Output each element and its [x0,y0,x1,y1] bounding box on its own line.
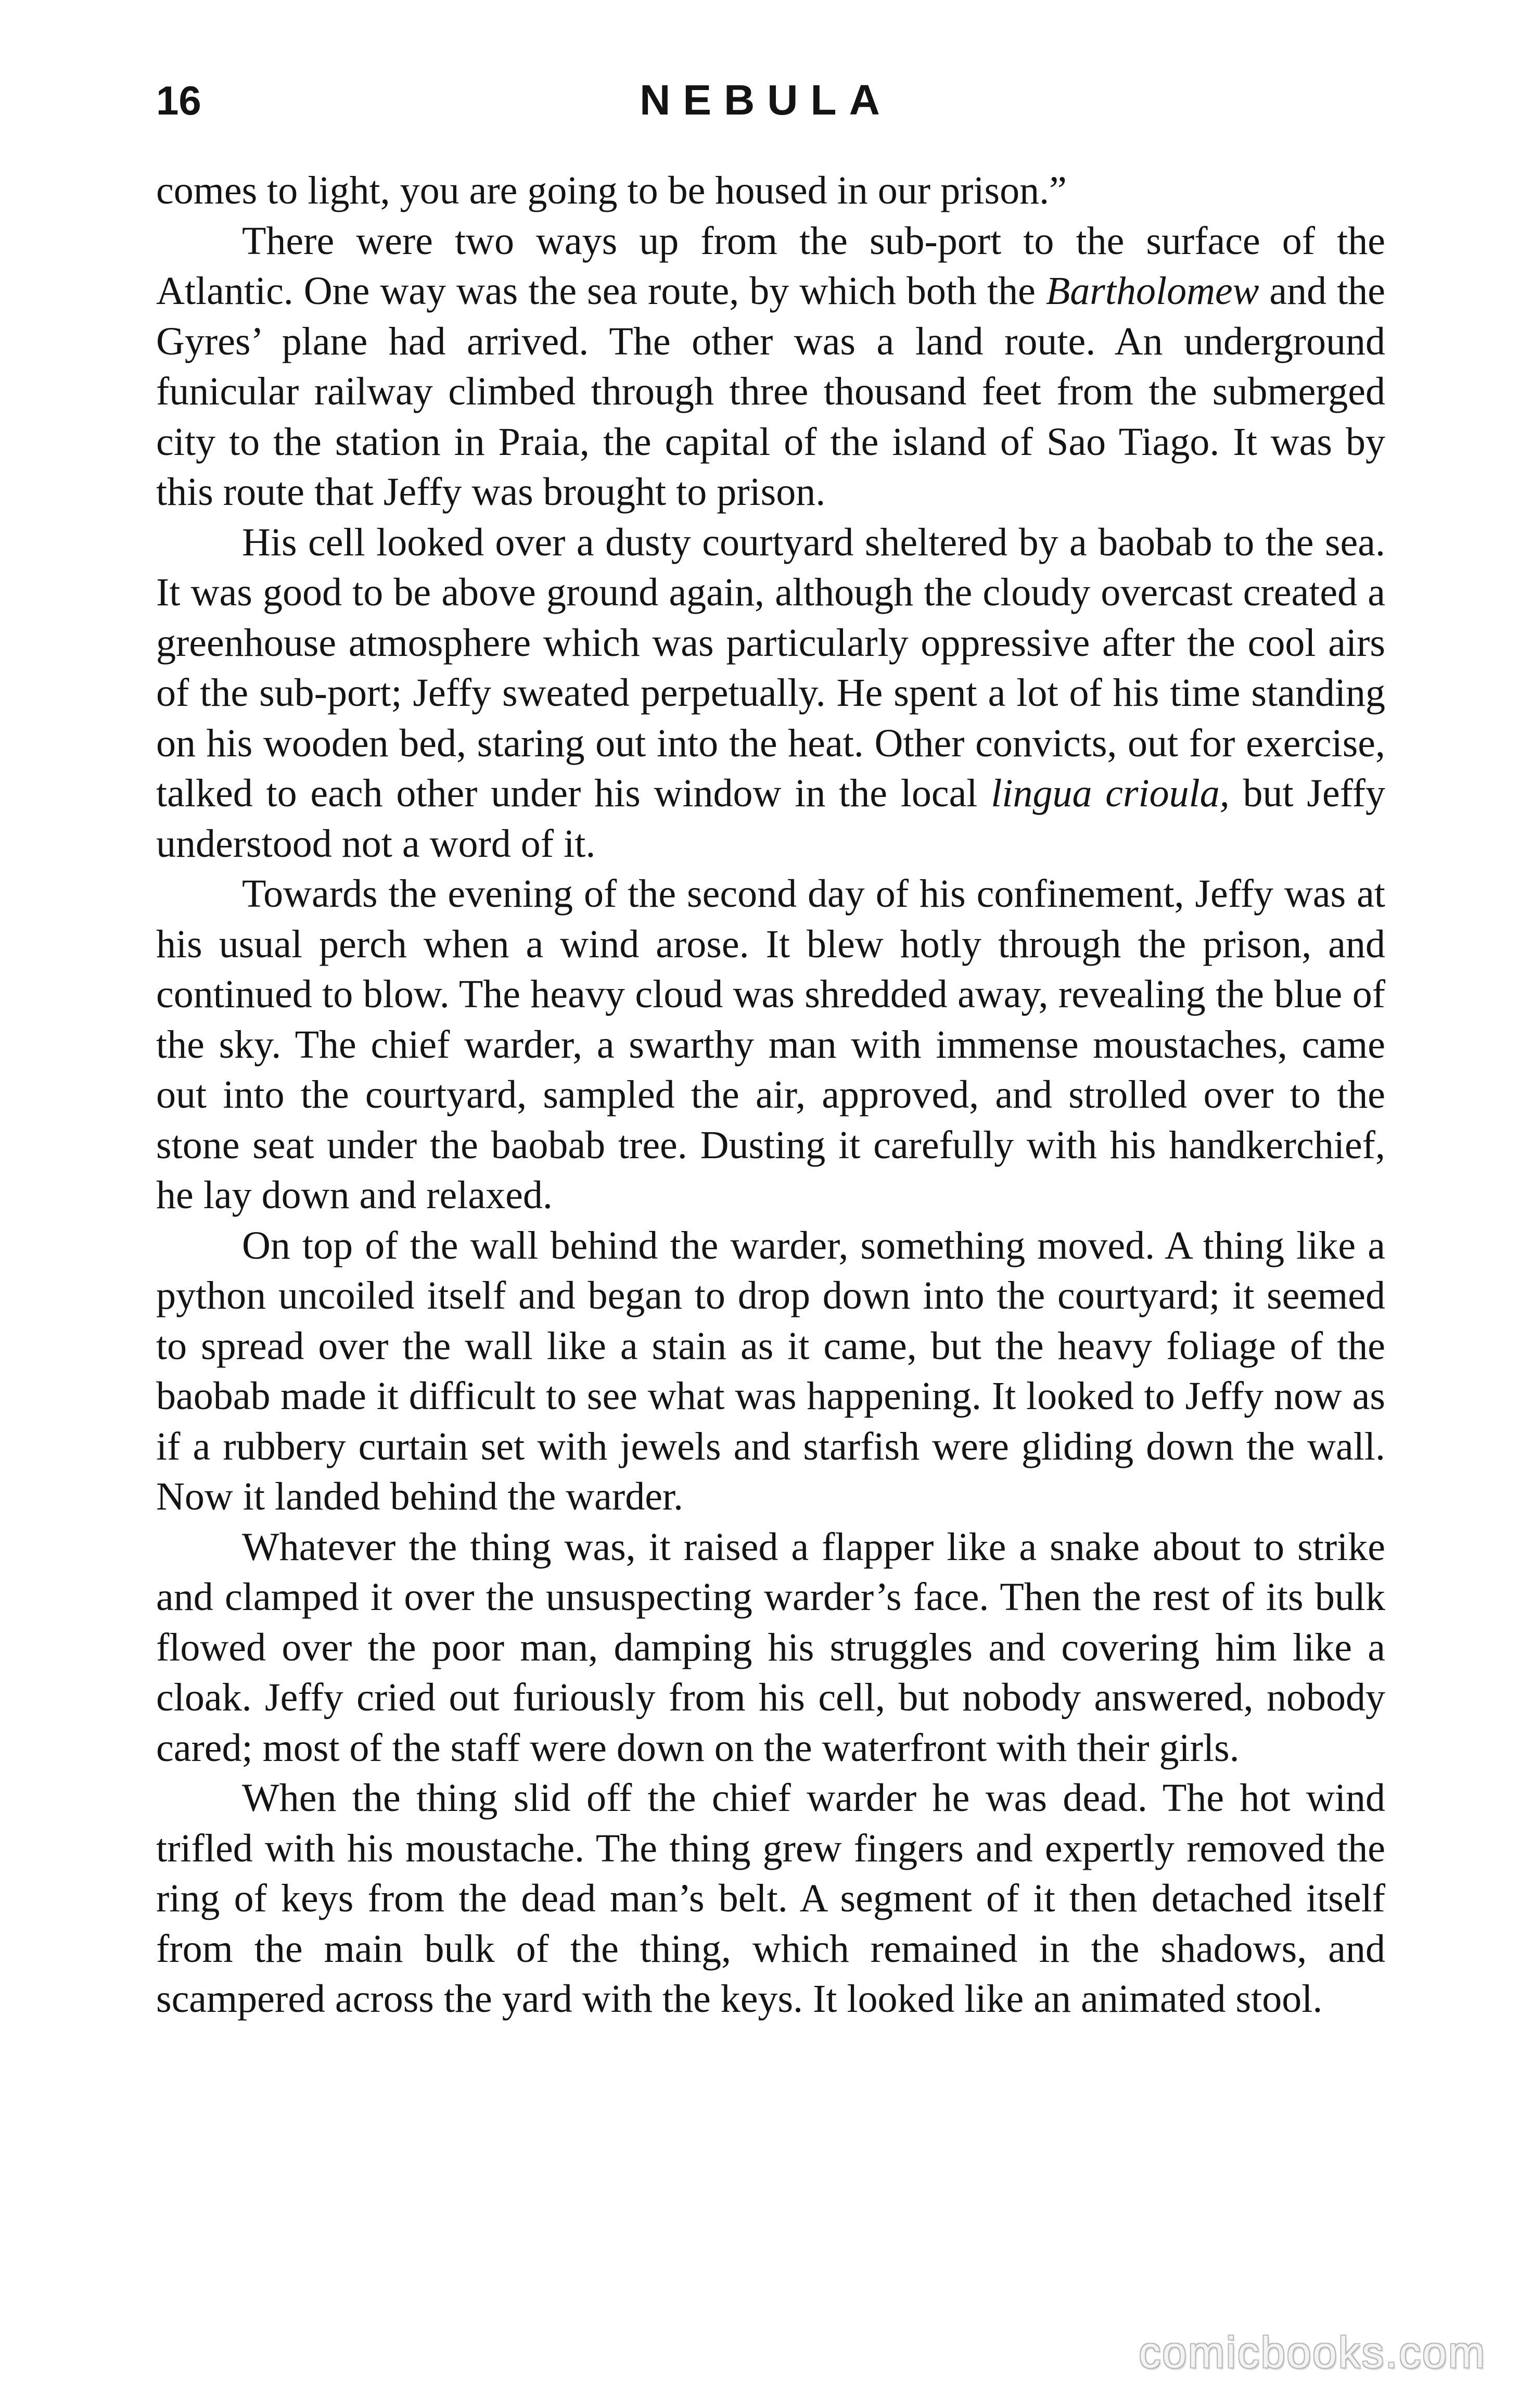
italic-text: Bartholomew [1045,269,1259,313]
paragraph-text: There were two ways up from the sub-port to the surface of the Atlantic. One way was the sea route, by which both the [156,219,1385,313]
page-header [156,72,1376,129]
paragraph [156,216,1385,517]
paragraph-text: Towards the evening of the second day of his confinement, Jeffy was at his usual perch when a wind arose. It blew hotly through the prison, and continued to blow. The heavy cloud was shredded away, revealing the blue of the sky. The chief warder, a swarthy man with immense moustaches, came out into the courtyard, sampled the air, approved, and strolled over to the stone seat under the baobab tree. Dusting it carefully with his handkerchief, he lay down and relaxed. [156,872,1385,1217]
paragraph [156,869,1385,1221]
paragraph-text: On top of the wall behind the warder, something moved. A thing like a python uncoiled itself and began to drop down into the courtyard; it seemed to spread over the wall like a stain as it came, but the heavy foliage of the baobab made it difficult to see what was happening. It looked to Jeffy now as if a rubbery curtain set with jewels and starfish were gliding down the wall. Now it landed behind the warder. [156,1223,1385,1518]
paragraph-text: His cell looked over a dusty courtyard sheltered by a baobab to the sea. It was good to be above ground again, although the cloudy overcast created a greenhouse atmosphere which was particularly oppressive after the cool airs of the sub-port; Jeffy sweated perpetually. He spent a lot of his time standing on his wooden bed, staring out into the heat. Other convicts, out for exercise, talked to each other under his window in the local [156,520,1385,815]
paragraph [156,1522,1385,1773]
paragraph-text: but Jeffy understood not a word of it. [156,771,1385,866]
body-text [156,166,1385,2024]
watermark: comicbooks.com [1139,2328,1486,2377]
italic-text: lingua crioula, [991,771,1230,815]
paragraph-text: When the thing slid off the chief warder he was dead. The hot wind trifled with his moustache. The thing grew fingers and expertly removed the ring of keys from the dead man’s belt. A segment of it then detached itself from the main bulk of the thing, which remained in the shadows, and scampered across the yard with the keys. It looked like an animated stool. [156,1776,1385,2021]
paragraph [156,166,1385,216]
paragraph [156,1221,1385,1522]
paragraph [156,1773,1385,2024]
paragraph [156,517,1385,869]
paragraph-text: Whatever the thing was, it raised a flapper like a snake about to strike and clamped it over the unsuspecting warder’s face. Then the rest of its bulk flowed over the poor man, damping his struggles and covering him like a cloak. Jeffy cried out furiously from his cell, but nobody answered, nobody cared; most of the staff were down on the waterfront with their girls. [156,1525,1385,1770]
paragraph-text: comes to light, you are going to be housed in our prison.” [156,169,1067,212]
page-number: 16 [156,78,201,123]
running-title: NEBULA [640,77,892,124]
paragraph-text: and the Gyres’ plane had arrived. The other was a land route. An underground funicular railway climbed through three thousand feet from the submerged city to the station in Praia, the capital of the island of Sao Tiago. It was by this route that Jeffy was brought to prison. [156,269,1385,514]
